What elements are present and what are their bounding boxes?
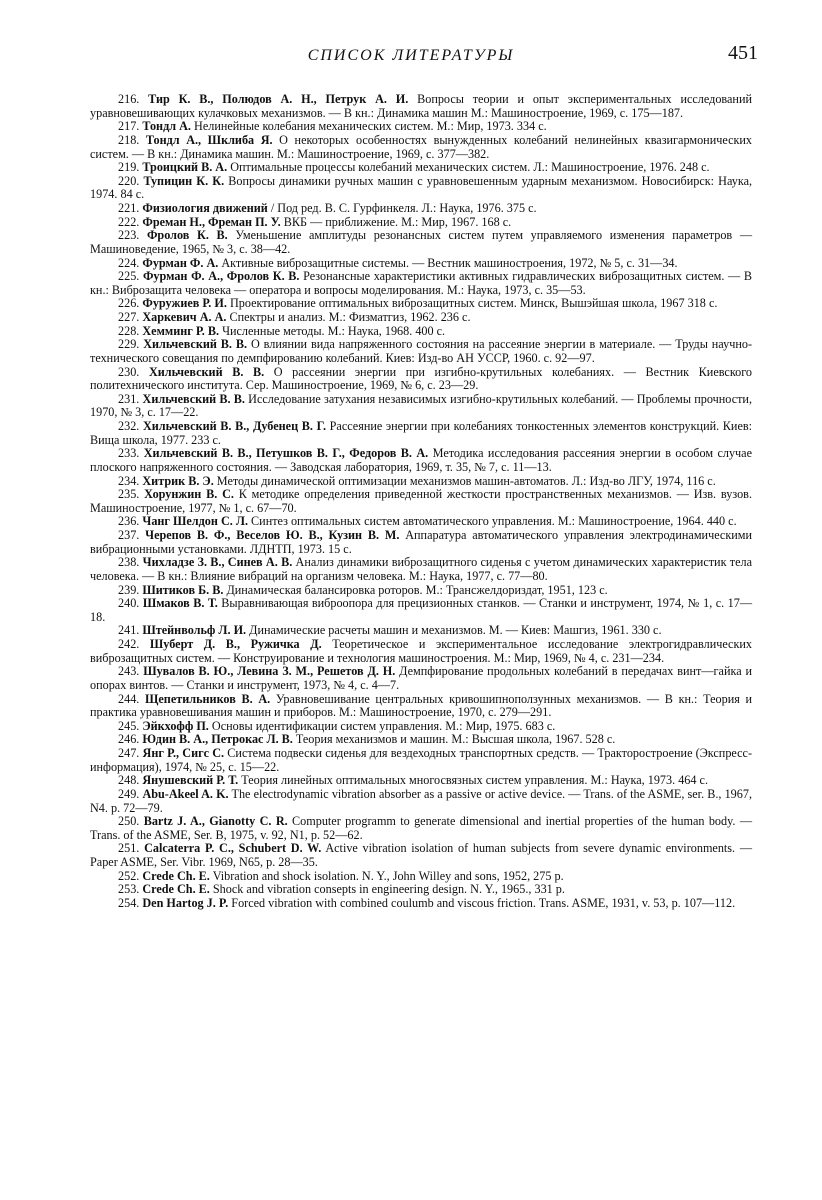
reference-authors: Хильчевский В. В. xyxy=(143,337,248,352)
reference-number: 252. xyxy=(118,868,140,883)
reference-number: 236. xyxy=(118,514,140,529)
reference-text: Теоретическое и экспериментальное исследование электрогидравлических виброзащитных систем. — Конструирование и технология машиностроения. М.: Мир, 1969, № 4, с. 231—234. xyxy=(90,637,752,665)
reference-item xyxy=(90,624,752,638)
reference-text: ВКБ — приближение. М.: Мир, 1967. 168 с. xyxy=(283,214,512,229)
reference-number: 220. xyxy=(118,173,140,188)
reference-authors: Хильчевский В. В. xyxy=(148,364,265,379)
reference-number: 234. xyxy=(118,473,140,488)
reference-number: 217. xyxy=(118,119,140,134)
reference-text: Проектирование оптимальных виброзащитных систем. Минск, Вышэйшая школа, 1967 318 с. xyxy=(229,296,718,311)
reference-item xyxy=(90,229,752,256)
reference-text: О некоторых особенностях вынужденных колебаний нелинейных квазигармонических систем. — В кн.: Динамика машин. М.: Машиностроение, 1969, с. 377—382. xyxy=(90,132,753,161)
reference-authors: Фролов К. В. xyxy=(146,228,228,243)
reference-number: 237. xyxy=(118,528,140,542)
reference-text: Численные методы. М.: Наука, 1968. 400 с. xyxy=(222,323,446,338)
reference-authors: Шуберт Д. В., Ружичка Д. xyxy=(149,637,322,651)
reference-number: 219. xyxy=(118,160,140,175)
reference-authors: Янушевский Р. Т. xyxy=(142,773,239,788)
reference-text: Демпфирование продольных колебаний в передачах винт—гайка и опорах винтов. — Станки и инструмент, 1973, № 4, с. 4—7. xyxy=(90,664,752,692)
reference-authors: Чихладзе З. В., Синев А. В. xyxy=(142,555,293,570)
reference-number: 235. xyxy=(118,487,140,502)
reference-text: Анализ динамики виброзащитного сиденья с учетом динамических характеристик тела человека. — В кн.: Влияние вибраций на организм человека. М.: Наука, 1977, с. 77—80. xyxy=(90,555,753,583)
reference-item xyxy=(90,774,752,788)
reference-authors: Фурман Ф. А. xyxy=(142,255,219,270)
reference-number: 232. xyxy=(118,419,140,433)
reference-number: 254. xyxy=(118,895,140,910)
reference-text: Основы идентификации систем управления. М.: Мир, 1975. 683 с. xyxy=(211,718,556,733)
reference-text: The electrodynamic vibration absorber as a passive or active device. — Trans. of the ASME, ser. B., 1967, N4. p. 72—79. xyxy=(90,786,753,815)
reference-item xyxy=(90,311,752,325)
page-number: 451 xyxy=(728,42,758,64)
reference-authors: Фуружиев Р. И. xyxy=(142,296,227,311)
reference-number: 223. xyxy=(118,228,140,243)
reference-item xyxy=(90,366,752,393)
reference-number: 218. xyxy=(118,132,140,147)
reference-number: 216. xyxy=(118,92,140,106)
reference-text: Динамическая балансировка роторов. М.: Трансжелдориздат, 1951, 123 с. xyxy=(226,582,608,597)
reference-number: 230. xyxy=(118,364,140,379)
reference-text: / Под ред. В. С. Гурфинкеля. Л.: Наука, 1976. 375 с. xyxy=(270,201,537,215)
reference-authors: Шитиков Б. В. xyxy=(142,582,224,597)
reference-text: Оптимальные процессы колебаний механических систем. Л.: Машиностроение, 1976. 248 с. xyxy=(230,160,710,175)
reference-text: Computer programm to generate dimensional and inertial properties of the human body. — Trans. of the ASME, Ser. B, 1975, v. 92, N1, p. 52—62. xyxy=(90,814,753,842)
reference-authors: Bartz J. A., Gianotty C. R. xyxy=(143,814,288,829)
reference-authors: Хемминг Р. В. xyxy=(142,323,220,338)
reference-text: Вопросы динамики ручных машин с уравновешенным ударным механизмом. Новосибирск: Наука, 1974. 84 с. xyxy=(90,173,753,202)
reference-number: 221. xyxy=(118,201,140,215)
reference-item xyxy=(90,584,752,598)
reference-text: Нелинейные колебания механических систем. М.: Мир, 1973. 334 с. xyxy=(194,119,547,134)
reference-text: Теория механизмов и машин. М.: Высшая школа, 1967. 528 с. xyxy=(295,732,616,747)
reference-item xyxy=(90,693,752,720)
reference-text: Уменьшение амплитуды резонансных систем путем управляемого изменения параметров — Машиноведение, 1965, № 3, с. 38—42. xyxy=(90,228,753,256)
reference-number: 247. xyxy=(118,746,140,760)
reference-text: Аппаратура автоматического управления электродинамическими вибрационными установками. ЛДНТП, 1973. 15 с. xyxy=(90,528,752,556)
reference-item xyxy=(90,747,752,774)
reference-text: Синтез оптимальных систем автоматического управления. М.: Машиностроение, 1964. 440 с. xyxy=(251,514,737,529)
reference-item xyxy=(90,257,752,271)
reference-authors: Тир К. В., Полюдов А. Н., Петрук А. И. xyxy=(148,92,409,106)
reference-item xyxy=(90,270,752,297)
reference-text: Рассеяние энергии при колебаниях тонкостенных элементов конструкций. Киев: Вища школа, 1977. 233 с. xyxy=(90,419,753,447)
reference-number: 251. xyxy=(118,841,140,856)
reference-authors: Янг Р., Сигс С. xyxy=(142,746,225,760)
reference-number: 248. xyxy=(118,773,140,788)
reference-authors: Calcaterra P. C., Schubert D. W. xyxy=(144,841,322,856)
reference-authors: Штейнвольф Л. И. xyxy=(142,623,247,638)
reference-text: Shock and vibration consepts in engineering design. N. Y., 1965., 331 p. xyxy=(212,882,565,897)
reference-authors: Харкевич А. А. xyxy=(142,310,227,324)
reference-number: 222. xyxy=(118,214,140,229)
reference-number: 250. xyxy=(118,814,140,829)
reference-number: 233. xyxy=(118,446,140,461)
reference-text: Vibration and shock isolation. N. Y., John Willey and sons, 1952, 275 p. xyxy=(212,868,564,883)
reference-number: 249. xyxy=(118,786,140,801)
reference-number: 253. xyxy=(118,882,140,897)
reference-authors: Den Hartog J. P. xyxy=(142,895,229,910)
reference-number: 244. xyxy=(118,691,140,706)
reference-text: Теория линейных оптимальных многосвязных систем управления. М.: Наука, 1973. 464 с. xyxy=(241,773,709,788)
reference-authors: Фреман Н., Фреман П. У. xyxy=(142,214,281,229)
reference-text: Методика исследования рассеяния энергии в особом случае плоского напряженного состояния. — Заводская лаборатория, 1969, т. 35, № 7, с. 11—13. xyxy=(90,446,753,474)
reference-authors: Физиология движений xyxy=(142,201,268,215)
reference-authors: Crede Ch. E. xyxy=(142,868,210,883)
reference-list xyxy=(90,93,752,911)
reference-item xyxy=(90,883,752,897)
reference-text: Forced vibration with combined coulumb and viscous friction. Trans. ASME, 1931, v. 53, p. 107—112. xyxy=(231,895,736,910)
reference-text: Резонансные характеристики активных гидравлических виброзащитных систем. — В кн.: Виброзащита человека — оператора и вопросы моделирования. М.: Наука, 1973, с. 35—53. xyxy=(90,269,753,297)
reference-authors: Хильчевский В. В., Дубенец В. Г. xyxy=(142,419,326,433)
reference-item xyxy=(90,720,752,734)
reference-text: Система подвески сиденья для вездеходных транспортных средств. — Тракторостроение (Экспресс-информация), 1974, № 25, с. 15—22. xyxy=(90,746,753,774)
reference-text: К методике определения приведенной жесткости пространственных механизмов. — Изв. вузов. Машиностроение, 1977, № 1, с. 67—70. xyxy=(90,487,752,515)
reference-authors: Чанг Шелдон С. Л. xyxy=(142,514,248,529)
reference-item xyxy=(90,297,752,311)
reference-item xyxy=(90,93,752,120)
reference-number: 245. xyxy=(118,718,140,733)
reference-item xyxy=(90,202,752,216)
reference-authors: Эйкхофф П. xyxy=(142,718,209,733)
reference-item xyxy=(90,515,752,529)
reference-text: Выравнивающая виброопора для прецизионных станков. — Станки и инструмент, 1974, № 1, с. 17—18. xyxy=(90,596,753,624)
reference-number: 241. xyxy=(118,623,140,638)
reference-authors: Шмаков В. Т. xyxy=(142,596,218,611)
reference-authors: Тондл А., Шклиба Я. xyxy=(145,132,273,147)
reference-item xyxy=(90,338,752,365)
reference-number: 231. xyxy=(118,391,140,406)
running-header-title: СПИСОК ЛИТЕРАТУРЫ xyxy=(307,47,515,64)
reference-item xyxy=(90,120,752,134)
reference-item xyxy=(90,134,752,161)
reference-text: О влиянии вида напряженного состояния на рассеяние энергии в материале. — Труды научно-технического совещания по демпфированию колебаний. Киев: Изд-во АН УССР, 1960. с. 92—97. xyxy=(90,337,752,365)
reference-item xyxy=(90,393,752,420)
reference-item xyxy=(90,897,752,911)
reference-item xyxy=(90,733,752,747)
reference-text: Активные виброзащитные системы. — Вестник машиностроения, 1972, № 5, с. 31—34. xyxy=(221,255,678,270)
reference-authors: Тупицин К. К. xyxy=(143,173,225,188)
reference-item xyxy=(90,475,752,489)
reference-number: 229. xyxy=(118,337,140,352)
reference-number: 243. xyxy=(118,664,140,679)
reference-item xyxy=(90,325,752,339)
reference-item xyxy=(90,161,752,175)
reference-text: Методы динамической оптимизации механизмов машин-автоматов. Л.: Изд-во ЛГУ, 1974, 116 с. xyxy=(216,473,716,488)
reference-number: 238. xyxy=(118,555,140,570)
reference-authors: Тондл А. xyxy=(142,119,191,134)
reference-item xyxy=(90,488,752,515)
reference-item xyxy=(90,815,752,842)
reference-authors: Черепов В. Ф., Веселов Ю. В., Кузин В. М. xyxy=(145,528,400,542)
reference-number: 246. xyxy=(118,732,140,747)
reference-text: Active vibration isolation of human subjects from severe dynamic environments. — Paper ASME, Ser. Vibr. 1969, N65, p. 28—35. xyxy=(90,841,753,869)
reference-text: Динамические расчеты машин и механизмов. М. — Киев: Машгиз, 1961. 330 с. xyxy=(249,623,662,638)
reference-authors: Abu-Akeel A. K. xyxy=(142,786,229,801)
reference-item xyxy=(90,216,752,230)
reference-number: 228. xyxy=(118,323,140,338)
reference-authors: Crede Ch. E. xyxy=(142,882,210,897)
reference-item xyxy=(90,665,752,692)
reference-item xyxy=(90,175,752,202)
reference-text: Вопросы теории и опыт экспериментальных исследований уравновешивающих кулачковых механизмов. — В кн.: Динамика машин М.: Машиностроение, 1969, с. 175—187. xyxy=(90,92,752,120)
reference-item xyxy=(90,788,752,815)
reference-text: Уравновешивание центральных кривошипноползунных механизмов. — В кн.: Теория и практика уравновешивания машин и приборов. М.: Машиностроение, 1970, с. 279—291. xyxy=(90,691,753,720)
reference-authors: Юдин В. А., Петрокас Л. В. xyxy=(142,732,293,747)
reference-authors: Шувалов В. Ю., Левина З. М., Решетов Д. Н. xyxy=(143,664,396,679)
reference-item xyxy=(90,420,752,447)
reference-item xyxy=(90,447,752,474)
reference-authors: Щепетильников В. А. xyxy=(145,691,271,706)
reference-item xyxy=(90,556,752,583)
reference-number: 227. xyxy=(118,310,140,324)
reference-number: 224. xyxy=(118,255,140,270)
reference-item xyxy=(90,597,752,624)
reference-authors: Хильчевский В. В., Петушков В. Г., Федоров В. А. xyxy=(143,446,429,461)
reference-text: О рассеянии энергии при изгибно-крутильных колебаниях. — Вестник Киевского политехнического института. Сер. Машиностроение, 1969, № 6, с. 23—29. xyxy=(90,364,753,393)
reference-number: 239. xyxy=(118,582,140,597)
reference-authors: Фурман Ф. А., Фролов К. В. xyxy=(142,269,300,284)
reference-number: 240. xyxy=(118,596,140,611)
reference-item xyxy=(90,842,752,869)
reference-item xyxy=(90,638,752,665)
reference-number: 242. xyxy=(118,637,140,651)
reference-text: Исследование затухания независимых изгибно-крутильных колебаний. — Проблемы прочности, 1970, № 3, с. 17—22. xyxy=(90,391,752,420)
reference-item xyxy=(90,870,752,884)
reference-authors: Хитрик В. Э. xyxy=(142,473,214,488)
reference-text: Спектры и анализ. М.: Физматгиз, 1962. 236 с. xyxy=(229,310,471,324)
reference-authors: Хорунжин В. С. xyxy=(144,487,234,502)
reference-item xyxy=(90,529,752,556)
reference-authors: Троицкий В. А. xyxy=(142,160,228,175)
reference-authors: Хильчевский В. В. xyxy=(142,391,245,406)
reference-number: 226. xyxy=(118,296,140,311)
reference-number: 225. xyxy=(118,269,140,284)
